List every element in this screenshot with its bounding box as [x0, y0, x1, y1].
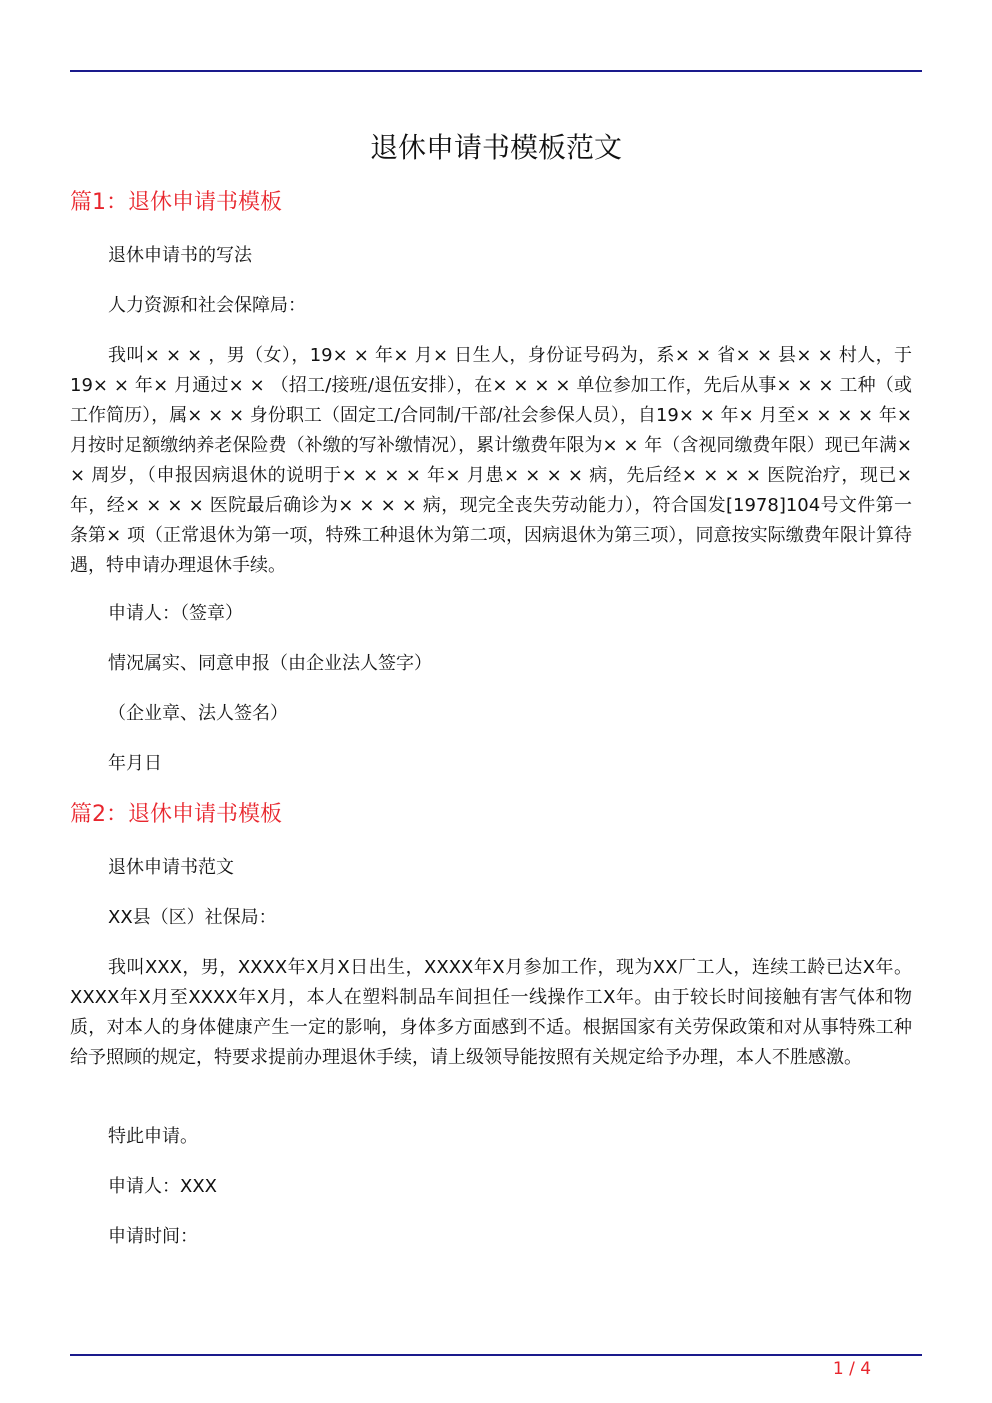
section-2-addressee: XX县（区）社保局：: [108, 907, 277, 928]
section-1-addressee: 人力资源和社会保障局：: [108, 295, 306, 316]
section-2-heading: 篇2：退休申请书模板: [70, 802, 282, 827]
section-1-verification-line: 情况属实、同意申报（由企业法人签字）: [108, 653, 432, 674]
section-1-applicant-line: 申请人：（签章）: [108, 603, 243, 624]
section-1-date-line: 年月日: [108, 753, 162, 774]
section-1-subtitle: 退休申请书的写法: [108, 245, 252, 266]
header-rule: [70, 70, 922, 72]
section-2-date-line: 申请时间：: [108, 1226, 198, 1247]
page-number: 1 / 4: [832, 1359, 872, 1379]
section-1-heading: 篇1：退休申请书模板: [70, 190, 282, 215]
section-2-applicant-line: 申请人：XXX: [108, 1176, 217, 1197]
footer-rule: [70, 1354, 922, 1356]
document-title: 退休申请书模板范文: [369, 131, 622, 164]
section-2-subtitle: 退休申请书范文: [108, 857, 234, 878]
section-1-body-paragraph: 我叫× × × ，男（女），19× × 年× 月× 日生人，身份证号码为，系× × 省× × 县× × 村人，于19× × 年× 月通过× × （招工/接班/退伍安排），在× × × × 单位参加工作，先后从事× × × 工种（或工作简历），属× × × 身份职工（固定工/合同制/干部/社会参保人员），自19× × 年× 月至× × × × 年× 月按时足额缴纳养老保险费（补缴的写补缴情况），累计缴费年限为× × 年（含视同缴费年限）现已年满× × 周岁，（申报因病退休的说明于× × × × 年× 月患× × × × 病，先后经× × × × 医院治疗，现已× 年，经× × × × 医院最后确诊为× × × × 病，现完全丧失劳动能力），符合国发[1978]104号文件第一条第× 项（正常退休为第一项，特殊工种退休为第二项，因病退休为第三项），同意按实际缴费年限计算待遇，特申请办理退休手续。: [70, 345, 912, 576]
section-1-seal-line: （企业章、法人签名）: [108, 703, 288, 724]
section-2-body-paragraph: 我叫XXX，男，XXXX年X月X日出生，XXXX年X月参加工作，现为XX厂工人，连续工龄已达X年。XXXX年X月至XXXX年X月，本人在塑料制品车间担任一线操作工X年。由于较长时间接触有害气体和物质，对本人的身体健康产生一定的影响，身体多方面感到不适。根据国家有关劳保政策和对从事特殊工种给予照顾的规定，特要求提前办理退休手续，请上级领导能按照有关规定给予办理，本人不胜感激。: [70, 957, 912, 1068]
section-2-closing-line: 特此申请。: [108, 1126, 198, 1147]
